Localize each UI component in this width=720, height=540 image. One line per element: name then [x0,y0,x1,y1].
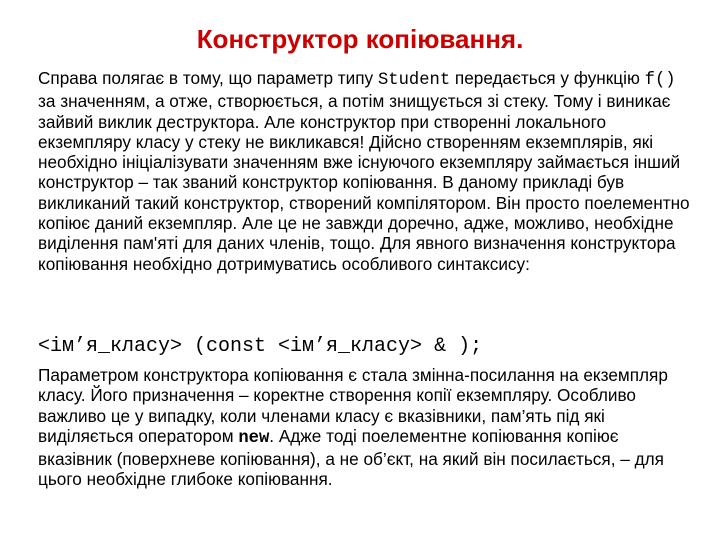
copy-constructor-syntax: <ім’я_класу> (const <ім’я_класу> & ); [38,335,483,358]
paragraph-2-text-1: Параметром конструктора копіювання є стала змінна-посилання на екземпляр класу. Його призначення – коректне створення копії екземпляру. Особливо важливо це у випадку, коли членами класу є вказівники, пам’ять під які виділяється оператором [38,365,668,446]
paragraph-1 [38,68,690,274]
code-student: Student [377,71,451,90]
slide-title: Конструктор копіювання. [196,24,524,54]
paragraph-2 [38,365,690,490]
paragraph-2-text-2: . Адже тоді поелементне копіювання копіює вказівник (поверхневе копіювання), а не об’єкт, на який він посилається, – для цього необхідне глибоке копіювання. [38,425,664,490]
code-f-call: f() [644,71,676,90]
paragraph-1-text-1: Справа полягає в тому, що параметр типу [38,68,378,88]
code-new: new [238,428,270,448]
paragraph-1-text-3: за значенням, а отже, створюється, а потім знищується зі стеку. Тому і виникає зайвий виклик деструктора. Але конструктор при створенні локального екземпляру класу у стеку не викликався! Дійсно створенням екземплярів, які необхідно ініціалізувати значенням вже існуючого екземпляру займається інший конструктор – так званий конструктор копіювання. В даному прикладі був викликаний такий конструктор, створений компілятором. Він просто поелементно копіює даний екземпляр. Але це не завжди доречно, адже, можливо, необхідне виділення пам'яті для даних членів, тощо. Для явного визначення конструктора копіювання необхідно дотримуватись особливого синтаксису: [38,91,690,274]
paragraph-1-text-2: передається у функцію [450,68,645,88]
